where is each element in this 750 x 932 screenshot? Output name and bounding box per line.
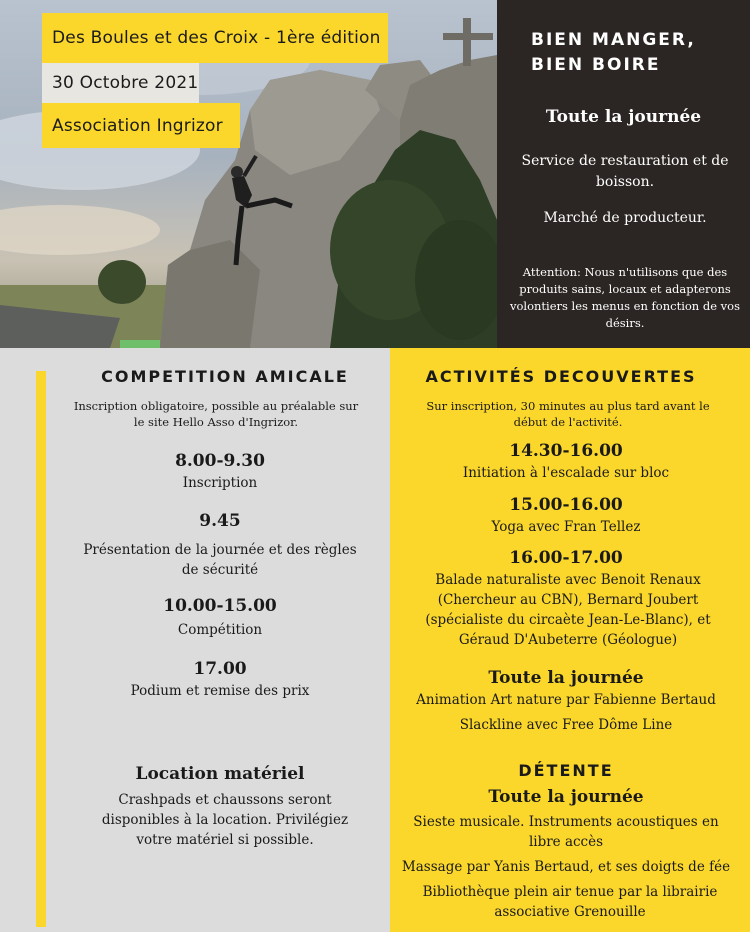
activities-intro: Sur inscription, 30 minutes au plus tard avant le début de l'activité. [426,399,710,429]
event-name-tag [42,13,388,63]
relax-item: Sieste musicale. Instruments acoustiques en libre accès [413,814,719,850]
schedule-label: Podium et remise des prix [130,683,310,699]
schedule-label: Inscription [182,475,258,491]
allday-item: Animation Art nature par Fabienne Bertaud [416,692,716,708]
relax-item: Massage par Yanis Bertaud, et ses doigts de fée [401,859,731,875]
activity-label: Yoga avec Fran Tellez [491,519,641,535]
schedule-label: Présentation de la journée et des règles de sécurité [83,542,357,578]
activity-label: Balade naturaliste avec Benoit Renaux (Chercheur au CBN), Bernard Joubert (spécialiste du circaète Jean-Le-Blanc), et Géraud D'Aubeterre (Géologue) [425,572,711,648]
organizer-tag [42,103,240,148]
competition-intro: Inscription obligatoire, possible au préalable sur le site Hello Asso d'Ingrizor. [73,399,359,429]
activity-time: 14.30-16.00 [509,441,623,461]
relax-subtitle: Toute la journée [488,787,644,807]
schedule-time: 10.00-15.00 [163,596,277,616]
schedule-time: 9.45 [199,511,241,531]
activity-label: Initiation à l'escalade sur bloc [462,465,670,481]
activity-time: 15.00-16.00 [509,495,623,515]
activities-title: ACTIVITÉS DECOUVERTES [425,367,697,386]
activity-time: 16.00-17.00 [509,548,623,568]
accent-bar [36,371,46,927]
rental-title: Location matériel [135,764,305,784]
schedule-label: Compétition [177,622,263,638]
rental-text: Crashpads et chaussons seront disponibles à la location. Privilégiez votre matériel si possible. [101,792,349,848]
event-date: 30 Octobre 2021 [52,73,199,93]
competition-title: COMPETITION AMICALE [101,367,349,386]
relax-item: Bibliothèque plein air tenue par la librairie associative Grenouille [422,884,718,920]
allday-title: Toute la journée [488,668,644,688]
food-service-text: Service de restauration et de boisson. [521,153,729,190]
date-tag [42,63,199,103]
schedule-time: 17.00 [193,659,247,679]
relax-title: DÉTENTE [518,761,614,780]
event-name: Des Boules et des Croix - 1ère édition [52,28,381,48]
food-note: Attention: Nous n'utilisons que des produits sains, locaux et adapterons volontiers les menus en fonction de vos désirs. [509,265,741,330]
schedule-time: 8.00-9.30 [175,451,265,471]
organizer-name: Association Ingrizor [52,115,223,136]
food-market-text: Marché de producteur. [543,210,707,226]
food-panel [497,0,750,348]
hero-photo [0,0,497,348]
food-title: BIEN MANGER, BIEN BOIRE [531,30,696,75]
allday-item: Slackline avec Free Dôme Line [459,717,673,733]
food-subtitle: Toute la journée [545,107,702,127]
